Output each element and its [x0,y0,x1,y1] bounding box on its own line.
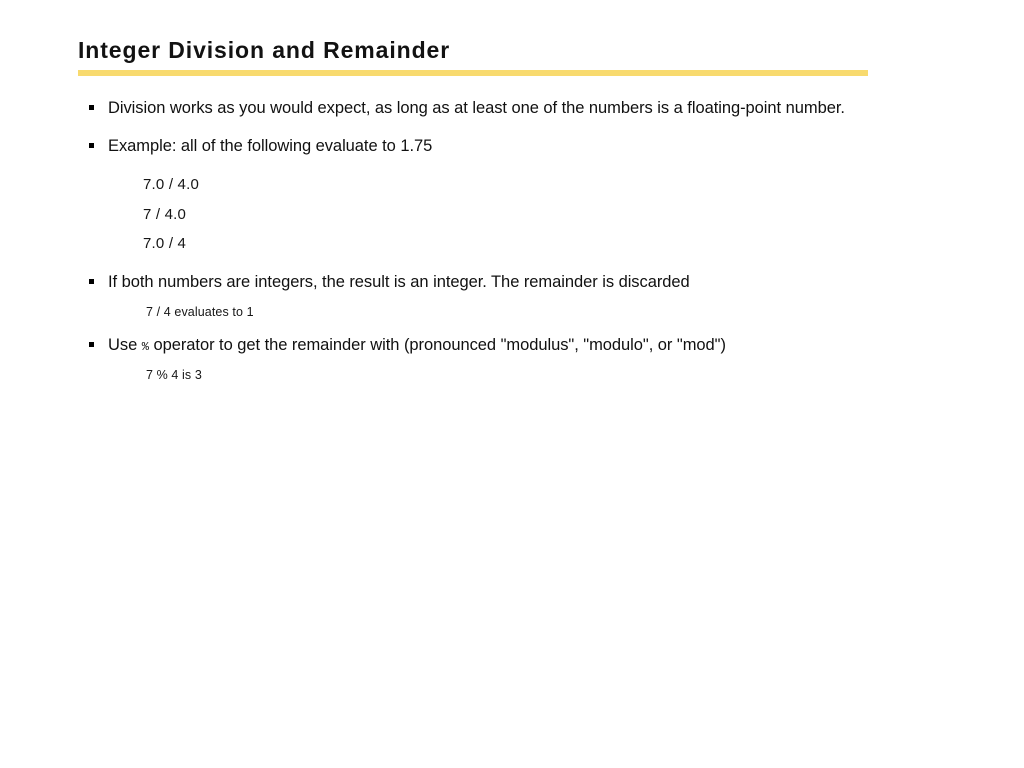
bullet-text-prefix: Use [108,336,142,355]
title-underline-rule [78,70,868,76]
spacer [78,159,958,170]
square-bullet-icon [89,342,94,347]
bullet-text [108,333,958,357]
bullet-text-suffix: operator to get the remainder with (pronounced "modulus", "modulo", or "mod") [148,336,726,355]
modulus-operator-symbol: % [141,340,149,355]
bullet-item-integer-division [78,270,958,294]
bullet-text: Division works as you would expect, as long as at least one of the numbers is a floating-point number. [108,99,845,117]
example-expression: 7.0 / 4 [143,235,187,253]
spacer [78,357,958,366]
spacer [78,120,958,134]
spacer [78,294,958,303]
bullet-item-example-intro [78,134,958,158]
example-expression: 7.0 / 4.0 [143,175,200,193]
bullet-text: If both numbers are integers, the result is an integer. The remainder is discarded [108,272,690,291]
bullet-item-division-rule [78,96,958,120]
square-bullet-icon [89,279,94,284]
spacer [78,259,958,270]
note-integer-division: 7 / 4 evaluates to 1 [146,305,254,320]
example-expression: 7 / 4.0 [143,205,187,223]
note-modulus: 7 % 4 is 3 [146,368,202,383]
bullet-text: Example: all of the following evaluate to 1.75 [108,137,433,156]
example-expression-list [78,170,958,259]
bullet-item-modulus-operator [78,333,958,357]
page-title: Integer Division and Remainder [78,37,451,63]
slide-body [78,96,958,385]
square-bullet-icon [89,105,94,110]
spacer [78,322,958,333]
square-bullet-icon [89,143,94,148]
